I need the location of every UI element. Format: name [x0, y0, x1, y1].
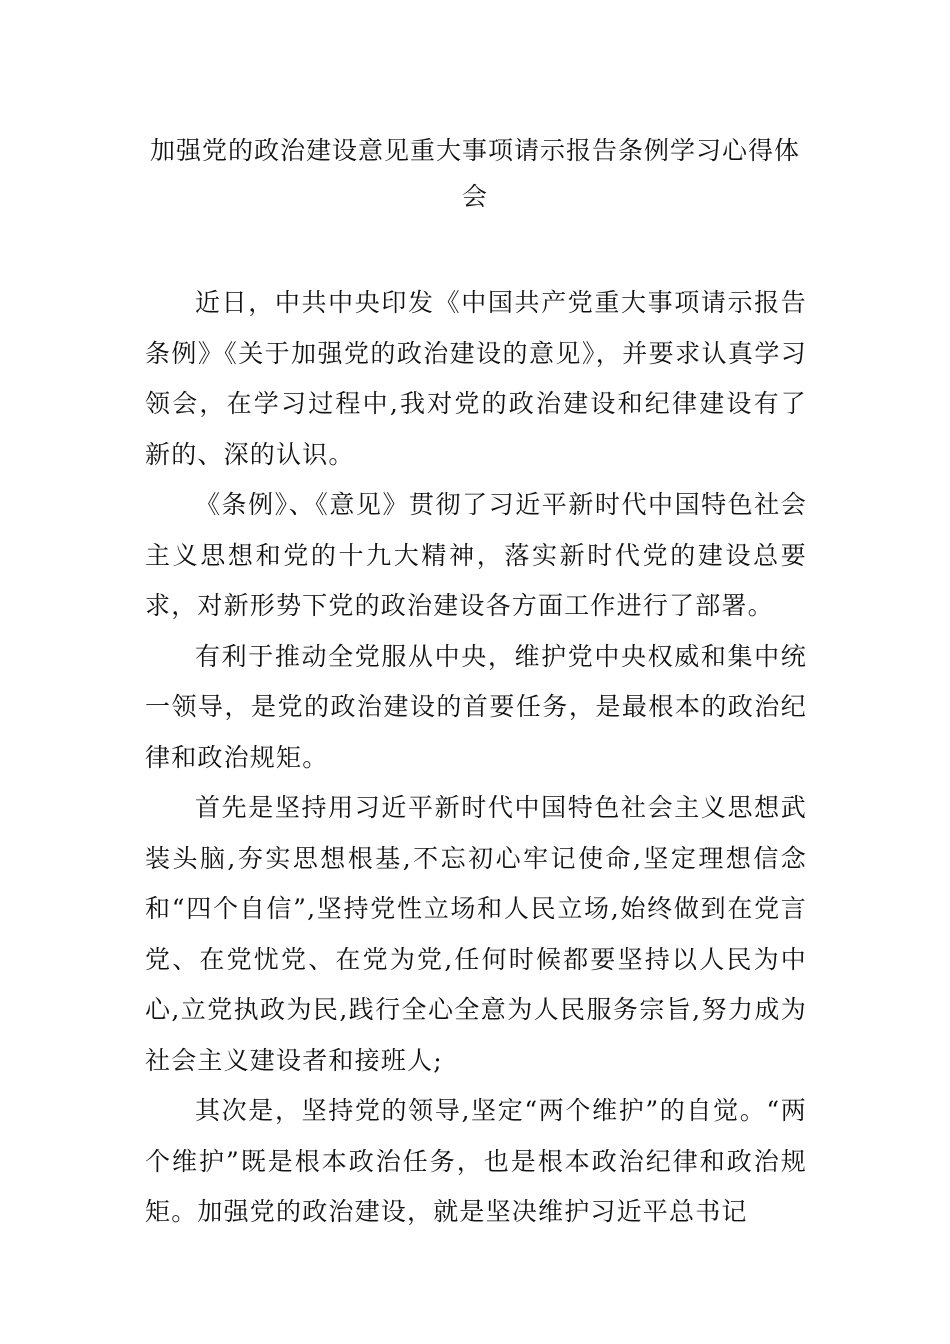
paragraph-3: 有利于推动全党服从中央，维护党中央权威和集中统一领导，是党的政治建设的首要任务，是最根本的政治纪律和政治规矩。: [145, 641, 807, 772]
document-title: 加强党的政治建设意见重大事项请示报告条例学习心得体会: [149, 136, 800, 211]
paragraph-2: 《条例》、《意见》贯彻了习近平新时代中国特色社会主义思想和党的十九大精神，落实新时代党的建设总要求，对新形势下党的政治建设各方面工作进行了部署。: [145, 490, 807, 620]
paragraph-4: 首先是坚持用习近平新时代中国特色社会主义思想武装头脑,夯实思想根基,不忘初心牢记使命,坚定理想信念和“四个自信”,坚持党性立场和人民立场,始终做到在党言党、在党忧党、在党为党,任何时候都要坚持以人民为中心,立党执政为民,践行全心全意为人民服务宗旨,努力成为社会主义建设者和接班人;: [145, 793, 807, 1075]
paragraph-1: 近日，中共中央印发《中国共产党重大事项请示报告条例》《关于加强党的政治建设的意见》，并要求认真学习领会，在学习过程中,我对党的政治建设和纪律建设有了新的、深的认识。: [145, 288, 807, 469]
document-body: [145, 278, 807, 1238]
paragraph-5: 其次是，坚持党的领导,坚定“两个维护”的自觉。“两个维护”既是根本政治任务，也是根本政治纪律和政治规矩。加强党的政治建设，就是坚决维护习近平总书记: [145, 1096, 807, 1226]
